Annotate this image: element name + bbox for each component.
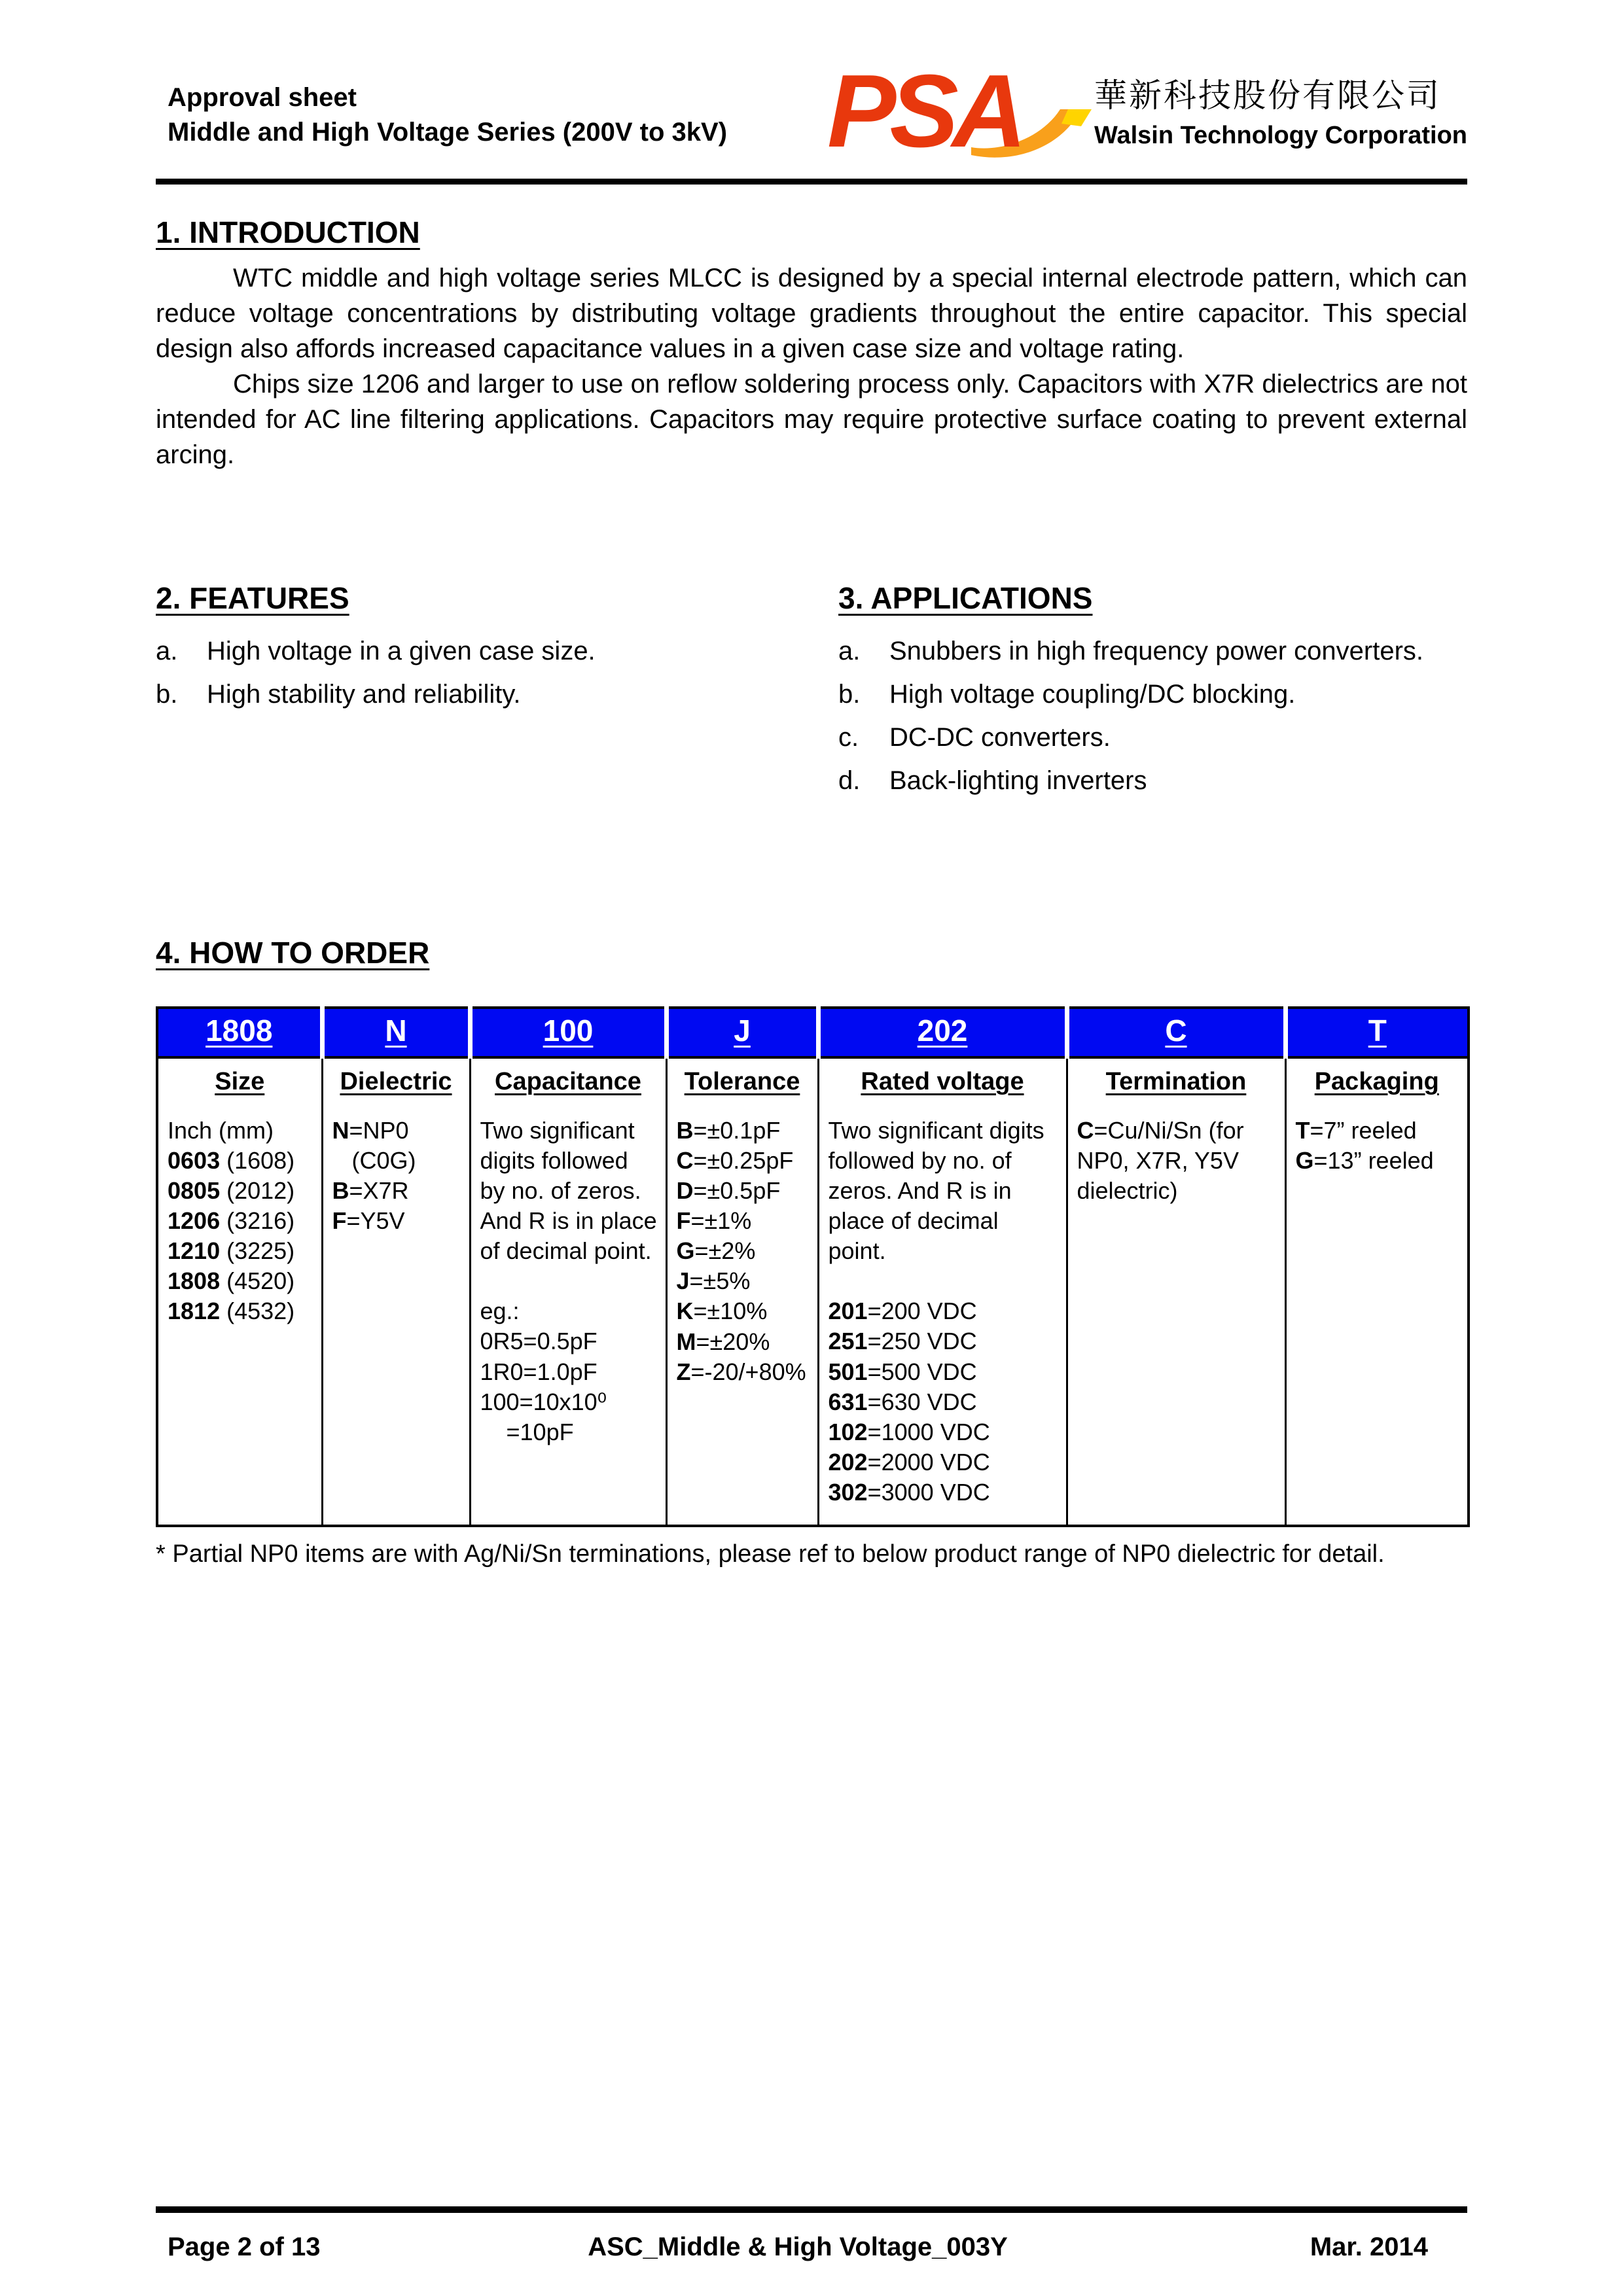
order-code-dielectric bbox=[322, 1008, 470, 1057]
order-table-footnote: * Partial NP0 items are with Ag/Ni/Sn terminations, please ref to below product range of NP0 dielectric for detail. bbox=[156, 1540, 1385, 1568]
table-line bbox=[677, 1266, 810, 1296]
value-text: =±5% bbox=[689, 1267, 751, 1295]
value-text: (C0G) bbox=[332, 1147, 416, 1174]
page-footer bbox=[156, 2206, 1467, 2262]
order-code-tolerance bbox=[666, 1008, 818, 1057]
order-code-text: 202 bbox=[917, 1014, 968, 1048]
list-item bbox=[838, 764, 1467, 798]
code-text: F bbox=[676, 1207, 691, 1235]
table-line bbox=[332, 1206, 461, 1236]
table-line bbox=[677, 1206, 810, 1236]
applications-list bbox=[838, 634, 1467, 798]
order-cell-termination bbox=[1067, 1101, 1285, 1526]
code-text: D bbox=[676, 1177, 694, 1205]
list-text: DC-DC converters. bbox=[889, 723, 1111, 752]
list-marker: a. bbox=[838, 637, 861, 665]
value-text: (3225) bbox=[220, 1237, 295, 1265]
header-titles bbox=[156, 69, 727, 150]
value-text: =X7R bbox=[349, 1177, 409, 1205]
code-text: 202 bbox=[828, 1448, 868, 1475]
table-line bbox=[677, 1176, 810, 1206]
order-code-size bbox=[157, 1008, 322, 1057]
column-header-label: Size bbox=[215, 1068, 265, 1095]
table-line bbox=[829, 1296, 1058, 1326]
table-line bbox=[332, 1146, 461, 1176]
column-header-label: Packaging bbox=[1314, 1068, 1439, 1095]
order-code-termination bbox=[1067, 1008, 1285, 1057]
order-cell-rated-voltage bbox=[818, 1101, 1067, 1526]
list-item bbox=[838, 634, 1467, 668]
list-marker: b. bbox=[156, 680, 178, 709]
order-code-packaging bbox=[1285, 1008, 1469, 1057]
value-text: =NP0 bbox=[349, 1117, 409, 1144]
code-text: 631 bbox=[828, 1388, 868, 1415]
list-item bbox=[156, 677, 838, 711]
table-line bbox=[168, 1236, 313, 1266]
value-text: =7” reeled bbox=[1310, 1117, 1417, 1144]
code-text: 102 bbox=[828, 1418, 868, 1445]
table-line bbox=[829, 1417, 1058, 1447]
value-text: =2000 VDC bbox=[867, 1448, 990, 1475]
table-line: eg.: bbox=[480, 1298, 520, 1325]
column-header-dielectric bbox=[322, 1057, 470, 1101]
column-header-label: Capacitance bbox=[495, 1068, 641, 1095]
table-line bbox=[829, 1447, 1058, 1477]
table-line bbox=[1296, 1116, 1460, 1146]
code-text: 0603 bbox=[168, 1147, 221, 1174]
footer-rule bbox=[156, 2206, 1467, 2213]
value-text: =±1% bbox=[690, 1207, 752, 1235]
company-name-zh: 華新科技股份有限公司 bbox=[1094, 77, 1441, 114]
code-text: N bbox=[332, 1117, 349, 1144]
introduction-paragraph: WTC middle and high voltage series MLCC is designed by a special internal electrode pattern, which can reduce voltage concentrations by distributing voltage gradients throughout the entire capacitor. This special design also affords increased capacitance values in a given case size and voltage rating. bbox=[156, 264, 1467, 363]
section-introduction bbox=[156, 215, 1467, 472]
table-line: Inch (mm) bbox=[168, 1117, 274, 1144]
order-code-text: C bbox=[1165, 1014, 1187, 1048]
brand-block bbox=[827, 54, 1467, 169]
features-list bbox=[156, 634, 838, 711]
order-body-row bbox=[157, 1101, 1469, 1526]
table-line bbox=[168, 1176, 313, 1206]
order-code-text: N bbox=[385, 1014, 407, 1048]
table-line: =10pF bbox=[480, 1418, 574, 1445]
code-text: 1808 bbox=[168, 1267, 221, 1295]
list-text: High stability and reliability. bbox=[207, 680, 521, 709]
column-header-size bbox=[157, 1057, 322, 1101]
order-header-row bbox=[157, 1057, 1469, 1101]
introduction-paragraphs bbox=[156, 260, 1467, 472]
table-line bbox=[829, 1357, 1058, 1387]
code-text: G bbox=[676, 1237, 695, 1265]
order-cell-size bbox=[157, 1101, 322, 1526]
value-text: =±0.25pF bbox=[693, 1147, 794, 1174]
code-text: F bbox=[332, 1207, 347, 1235]
value-text: (4520) bbox=[220, 1267, 295, 1295]
value-text: =3000 VDC bbox=[867, 1478, 990, 1506]
introduction-title: 1. INTRODUCTION bbox=[156, 215, 420, 249]
code-text: T bbox=[1295, 1117, 1310, 1144]
table-line: 1R0=1.0pF bbox=[480, 1358, 597, 1385]
value-text: =±10% bbox=[693, 1298, 768, 1325]
table-line bbox=[1296, 1146, 1460, 1176]
order-cell-packaging bbox=[1285, 1101, 1469, 1526]
list-marker: b. bbox=[838, 680, 861, 709]
list-text: Snubbers in high frequency power converters. bbox=[889, 637, 1424, 665]
table-line bbox=[677, 1116, 810, 1146]
doc-type-title: Approval sheet bbox=[168, 83, 357, 112]
value-text: =±2% bbox=[694, 1237, 756, 1265]
value-text: (1608) bbox=[220, 1147, 295, 1174]
code-text: M bbox=[676, 1328, 696, 1355]
page-header bbox=[156, 54, 1467, 172]
table-line bbox=[677, 1236, 810, 1266]
value-text: =200 VDC bbox=[867, 1298, 977, 1325]
value-text: =±0.5pF bbox=[693, 1177, 781, 1205]
table-line bbox=[168, 1146, 313, 1176]
code-text: B bbox=[332, 1177, 349, 1205]
table-line bbox=[829, 1477, 1058, 1508]
company-names bbox=[1094, 69, 1467, 150]
table-line: Two significant digits followed by no. of zeros. And R is in place of decimal point. bbox=[480, 1117, 664, 1265]
table-line bbox=[677, 1357, 810, 1387]
code-text: G bbox=[1295, 1147, 1314, 1174]
features-title: 2. FEATURES bbox=[156, 581, 349, 615]
table-line bbox=[168, 1266, 313, 1296]
column-header-tolerance bbox=[666, 1057, 818, 1101]
value-text: (3216) bbox=[220, 1207, 295, 1235]
footer-row bbox=[156, 2233, 1467, 2262]
value-text: =-20/+80% bbox=[690, 1358, 806, 1385]
how-to-order-title: 4. HOW TO ORDER bbox=[156, 936, 430, 970]
column-header-label: Rated voltage bbox=[861, 1068, 1024, 1095]
code-text: B bbox=[676, 1117, 694, 1144]
code-text: 501 bbox=[828, 1358, 868, 1385]
column-header-termination bbox=[1067, 1057, 1285, 1101]
value-text: (4532) bbox=[220, 1298, 295, 1325]
order-cell-capacitance bbox=[470, 1101, 666, 1526]
code-text: 0805 bbox=[168, 1177, 221, 1205]
value-text: =±20% bbox=[696, 1328, 770, 1355]
column-header-label: Dielectric bbox=[340, 1068, 452, 1095]
code-text: Z bbox=[676, 1358, 691, 1385]
order-code-text: T bbox=[1368, 1014, 1387, 1048]
value-text: =Y5V bbox=[346, 1207, 405, 1235]
table-line bbox=[168, 1296, 313, 1326]
column-header-label: Termination bbox=[1105, 1068, 1247, 1095]
doc-series-title: Middle and High Voltage Series (200V to 3kV) bbox=[168, 117, 728, 147]
value-text: =13” reeled bbox=[1313, 1147, 1434, 1174]
applications-title: 3. APPLICATIONS bbox=[838, 581, 1093, 615]
order-code-text: 100 bbox=[543, 1014, 594, 1048]
section-applications bbox=[838, 580, 1467, 798]
code-text: 302 bbox=[828, 1478, 868, 1506]
psa-logo bbox=[827, 54, 1076, 169]
footer-date: Mar. 2014 bbox=[1310, 2233, 1428, 2261]
how-to-order-table bbox=[156, 1006, 1470, 1527]
column-header-rated-voltage bbox=[818, 1057, 1067, 1101]
code-text: 1210 bbox=[168, 1237, 221, 1265]
section-features bbox=[156, 580, 838, 798]
table-line bbox=[677, 1296, 810, 1326]
column-header-packaging bbox=[1285, 1057, 1469, 1101]
order-cell-tolerance bbox=[666, 1101, 818, 1526]
code-text: 251 bbox=[828, 1328, 868, 1355]
table-line: 100=10x10⁰ bbox=[480, 1388, 607, 1415]
table-line bbox=[677, 1327, 810, 1357]
value-text: =±0.1pF bbox=[693, 1117, 781, 1144]
list-text: Back-lighting inverters bbox=[889, 766, 1147, 795]
value-text: (2012) bbox=[220, 1177, 295, 1205]
table-line: Two significant digits followed by no. of zeros. And R is in place of decimal point. bbox=[828, 1117, 1051, 1265]
list-text: High voltage coupling/DC blocking. bbox=[889, 680, 1296, 709]
list-item bbox=[156, 634, 838, 668]
order-code-text: 1808 bbox=[205, 1014, 273, 1048]
value-text: =500 VDC bbox=[867, 1358, 977, 1385]
table-line bbox=[677, 1146, 810, 1176]
table-line bbox=[332, 1116, 461, 1146]
order-code-text: J bbox=[734, 1014, 751, 1048]
value-text: =250 VDC bbox=[867, 1328, 977, 1355]
code-text: 201 bbox=[828, 1298, 868, 1325]
table-line bbox=[1077, 1116, 1277, 1206]
code-text: 1812 bbox=[168, 1298, 221, 1325]
company-name-en: Walsin Technology Corporation bbox=[1094, 121, 1467, 149]
list-marker: d. bbox=[838, 766, 861, 795]
footer-document-id: ASC_Middle & High Voltage_003Y bbox=[588, 2233, 1008, 2261]
order-code-capacitance bbox=[470, 1008, 666, 1057]
order-cell-dielectric bbox=[322, 1101, 470, 1526]
psa-logo-text: PSA bbox=[827, 54, 1020, 169]
list-text: High voltage in a given case size. bbox=[207, 637, 596, 665]
code-text: C bbox=[676, 1147, 694, 1174]
order-code-row bbox=[157, 1008, 1469, 1057]
features-applications-row bbox=[156, 580, 1467, 798]
code-text: K bbox=[676, 1298, 694, 1325]
value-text: =630 VDC bbox=[867, 1388, 977, 1415]
code-text: J bbox=[676, 1267, 690, 1295]
section-how-to-order bbox=[156, 935, 1467, 1568]
list-item bbox=[838, 720, 1467, 754]
list-marker: c. bbox=[838, 723, 859, 752]
footer-page-number: Page 2 of 13 bbox=[168, 2233, 321, 2261]
table-line bbox=[168, 1206, 313, 1236]
value-text: =1000 VDC bbox=[867, 1418, 990, 1445]
introduction-paragraph: Chips size 1206 and larger to use on reflow soldering process only. Capacitors with X7R dielectrics are not intended for AC line filtering applications. Capacitors may require protective surface coating to prevent external arcing. bbox=[156, 370, 1467, 469]
order-code-rated-voltage bbox=[818, 1008, 1067, 1057]
header-rule bbox=[156, 179, 1467, 185]
code-text: C bbox=[1077, 1117, 1094, 1144]
table-line bbox=[829, 1387, 1058, 1417]
column-header-capacitance bbox=[470, 1057, 666, 1101]
table-line bbox=[332, 1176, 461, 1206]
value-text: =Cu/Ni/Sn (for NP0, X7R, Y5V dielectric) bbox=[1077, 1117, 1251, 1205]
column-header-label: Tolerance bbox=[684, 1068, 800, 1095]
code-text: 1206 bbox=[168, 1207, 221, 1235]
list-marker: a. bbox=[156, 637, 178, 665]
list-item bbox=[838, 677, 1467, 711]
table-line: 0R5=0.5pF bbox=[480, 1328, 597, 1355]
table-line bbox=[829, 1326, 1058, 1356]
